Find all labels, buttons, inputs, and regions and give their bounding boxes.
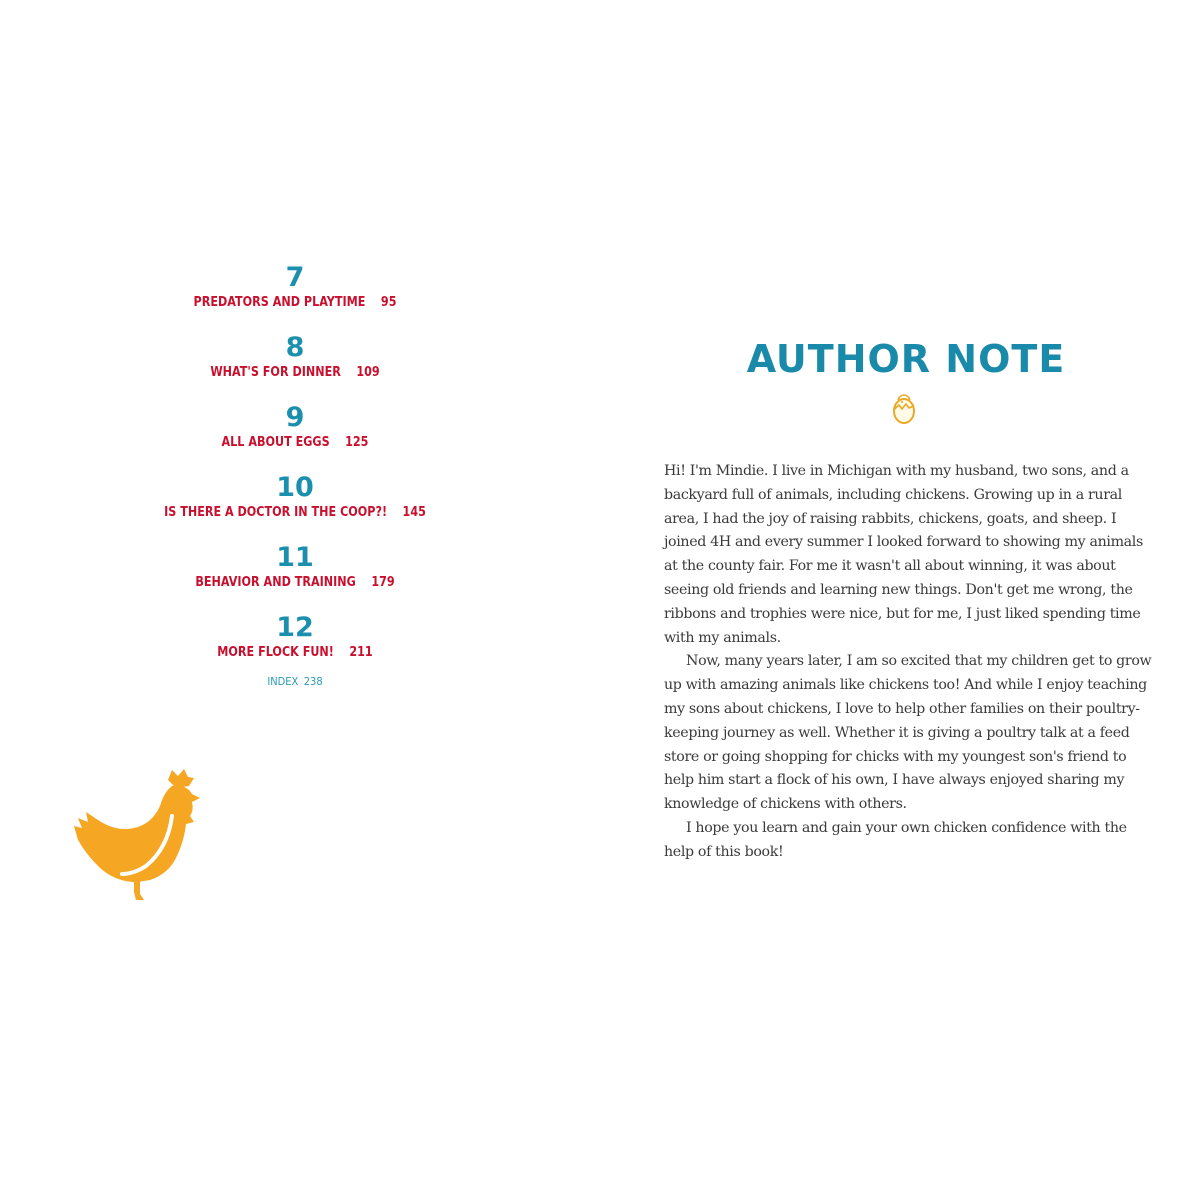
chapter-title: ALL ABOUT EGGS — [221, 435, 330, 450]
index-page-number: 238 — [303, 675, 323, 688]
hatching-egg-icon — [890, 392, 918, 426]
chapter-page-number: 125 — [345, 435, 369, 450]
chapter-number: 12 — [276, 612, 314, 643]
toc-entry-chapter-8[interactable] — [0, 332, 590, 402]
chapter-number: 10 — [276, 472, 314, 503]
right-page — [600, 0, 1200, 1200]
author-note-body — [664, 460, 1154, 865]
chapter-number: 9 — [285, 402, 305, 433]
toc-entry-chapter-10[interactable] — [0, 472, 590, 542]
paragraph-2: Now, many years later, I am so excited that my children get to grow up with amazing animals like chickens too! And while I enjoy teaching my sons about chickens, I love to help other families on their poultry-keeping journey as well. Whether it is giving a poultry talk at a feed store or going shopping for chicks with my youngest son's friend to help him start a flock of his own, I have always enjoyed sharing my knowledge of chickens with others. — [664, 653, 1152, 813]
chapter-page-number: 211 — [349, 645, 373, 660]
chapter-title: WHAT'S FOR DINNER — [210, 365, 341, 380]
chapter-number: 11 — [276, 542, 314, 573]
page-title: AUTHOR NOTE — [746, 337, 1066, 381]
chapter-number: 8 — [285, 332, 305, 363]
paragraph-3: I hope you learn and gain your own chicken confidence with the help of this book! — [664, 819, 1127, 860]
chicken-icon — [72, 766, 204, 902]
table-of-contents — [0, 262, 590, 690]
chapter-page-number: 109 — [356, 365, 380, 380]
chapter-title: MORE FLOCK FUN! — [217, 645, 334, 660]
toc-entry-chapter-9[interactable] — [0, 402, 590, 472]
chapter-title: BEHAVIOR AND TRAINING — [195, 575, 356, 590]
toc-entry-chapter-11[interactable] — [0, 542, 590, 612]
index-label: INDEX — [267, 675, 299, 688]
chapter-title: PREDATORS AND PLAYTIME — [193, 295, 366, 310]
toc-entry-chapter-7[interactable] — [0, 262, 590, 332]
chapter-title: IS THERE A DOCTOR IN THE COOP?! — [164, 505, 388, 520]
chapter-page-number: 95 — [380, 295, 397, 310]
paragraph-1: Hi! I'm Mindie. I live in Michigan with my husband, two sons, and a backyard full of animals, including chickens. Growing up in a rural area, I had the joy of raising rabbits, chickens, goats, and sheep. I joined 4H and every summer I looked forward to showing my animals at the county fair. For me it wasn't all about winning, it was about seeing old friends and learning new things. Don't get me wrong, the ribbons and trophies were nice, but for me, I just liked spending time with my animals. — [664, 463, 1143, 646]
chapter-number: 7 — [285, 262, 305, 293]
toc-entry-chapter-12[interactable] — [0, 612, 590, 676]
toc-entry-index[interactable] — [30, 674, 561, 690]
chapter-page-number: 179 — [371, 575, 395, 590]
chapter-page-number: 145 — [402, 505, 426, 520]
